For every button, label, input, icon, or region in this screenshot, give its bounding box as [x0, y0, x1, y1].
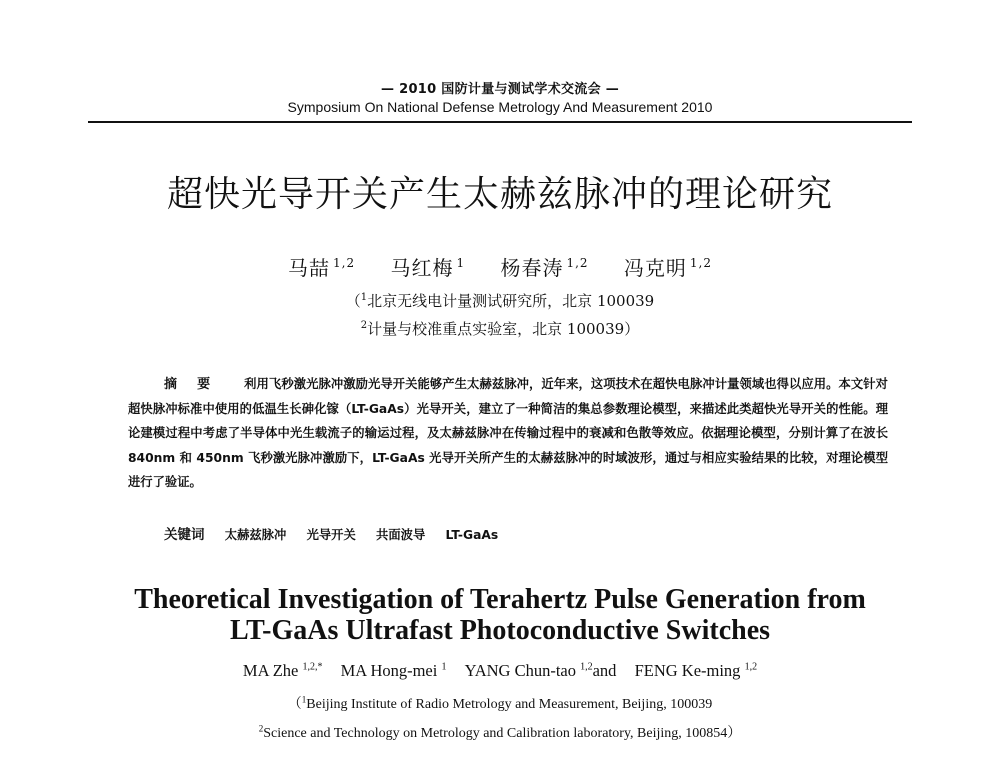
- keywords-cn: [164, 523, 514, 543]
- keyword: 光导开关: [306, 528, 356, 542]
- paper-title-en: Theoretical Investigation of Terahertz Pulse Generation from LT-GaAs Ultrafast Photoconductive Switches: [134, 584, 866, 646]
- abstract-cn: [128, 372, 888, 494]
- author-en: MA Hong-mei $^1$: [340, 661, 447, 680]
- keywords-label: 关键词: [164, 527, 205, 543]
- author-cn: 杨春涛 $^{1,2}$: [500, 256, 589, 280]
- abstract-label: 摘要: [164, 377, 231, 392]
- abstract-text: 利用飞秒激光脉冲激励光导开关能够产生太赫兹脉冲，近年来，这项技术在超快电脉冲计量领域也得以应用。本文针对超快脉冲标准中使用的低温生长砷化镓（LT-GaAs）光导开关，建立了一种简洁的集总参数理论模型，来描述此类超快光导开关的性能。理论建模过程中考虑了半导体中光生载流子的输运过程，及太赫兹脉冲在传输过程中的衰减和色散等效应。依据理论模型，分别计算了在波长 840nm 和 450nm 飞秒激光脉冲激励下，LT-GaAs 光导开关所产生的太赫兹脉冲的时域波形，通过与相应实验结果的比较，对理论模型进行了验证。: [128, 377, 888, 489]
- author-en: MA Zhe $^{1,2,*}$: [242, 661, 323, 680]
- affiliation-cn-2: $^2$计量与校准重点实验室，北京 100039）: [360, 320, 640, 338]
- author-en: FENG Ke-ming $^{1,2}$: [634, 661, 758, 680]
- author-cn: 冯克明 $^{1,2}$: [623, 256, 712, 280]
- header-rule: [88, 121, 912, 123]
- affiliation-en-1: （$^1$Beijing Institute of Radio Metrology and Measurement, Beijing, 100039: [287, 694, 713, 712]
- paper-title-cn: 超快光导开关产生太赫兹脉冲的理论研究: [166, 174, 833, 215]
- affiliation-cn-1: （$^1$北京无线电计量测试研究所，北京 100039: [345, 292, 655, 310]
- authors-cn: [0, 252, 1000, 281]
- authors-en: [0, 661, 1000, 681]
- conference-header-en: Symposium On National Defense Metrology And Measurement 2010: [287, 99, 713, 115]
- author-cn: 马红梅 $^1$: [390, 256, 466, 280]
- keyword: 太赫兹脉冲: [224, 528, 287, 542]
- author-cn: 马喆 $^{1,2}$: [288, 256, 356, 280]
- keyword: 共面波导: [376, 528, 426, 542]
- keyword: LT-GaAs: [445, 528, 499, 542]
- conference-header-cn: — 2010 国防计量与测试学术交流会 —: [380, 82, 620, 97]
- author-en: YANG Chun-tao $^{1,2}$and: [464, 661, 617, 680]
- affiliation-en-2: $^2$Science and Technology on Metrology and Calibration laboratory, Beijing, 100854）: [258, 723, 742, 741]
